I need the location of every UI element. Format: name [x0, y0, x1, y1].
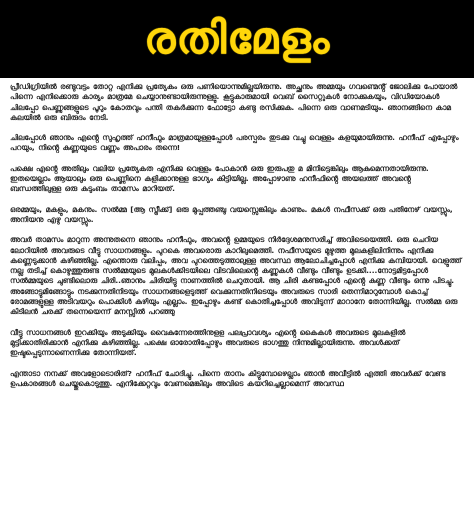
story-body	[10, 82, 464, 518]
paragraph-6: വീട്ടു സാധനങ്ങൾ ഇറക്കിയും അടുക്കിയും വൈകുന്നേരത്തിനുളള പലപ്രാവശ്യം എൻ്റെ കൈകൾ അവരുടെ മുലകളിൽ മുട്ടിക്കാതിരിക്കാൻ എനിക്കു കഴിഞ്ഞില്ല. പക്ഷെ ഓരോതിപ്പോഴും അവരുടെ ഭാഗത്തു നിന്നുമില്ലായിരുന്നു. അവൾക്കത് ഇഷ്ടപ്പെടുന്നാണെന്നിക്കു തോന്നിയത്.	[10, 327, 406, 358]
paragraph-5: അവർ താമസം മാറുന്ന അന്നുതന്നെ ഞാനും ഹനീഫും, അവൻ്റെ ഉമ്മയുടെ നിർദ്ദേശമനുസരിച്ച് അവിടെയെത്തി. ഒരു ചെറിയ ലോറിയിൽ അവരുടെ വീട്ടു സാധനങ്ങളും. പുറകെ അവരൊരു കാറിലുമെത്തി. നഫീസയുടെ മുഴുത്ത മുലകളിലിനിന്നും എനിക്കു കണ്ണെടുക്കാൻ കഴിഞ്ഞില്ല. എന്തൊരു വലിപ്പം, അവ പുറത്തെടുത്താലുള്ള അവസ്ഥ ആലോചിച്ചപ്പോൾ എനിക്കു കമ്പിയായി. വെളുത്ത് നല്ല തടിച്ച് കൊഴുത്തുരുണ്ട സൽമ്മയുടെ മുലകൾക്കിടയിലെ വിടവിലെൻ്റെ കണ്ണുകൾ വീണ്ടും വീണ്ടും ഉടക്കി....നോട്ടമിട്ടപ്പോൾ സൽമ്മയുടെ ചുണ്ടിലൊരു ചിരി..ഞാനും ചിരിയിട്ടു നാണത്തിൽ ചെറുതായി. ആ ചിരി കണ്ടപ്പോൾ എൻ്റെ കുണ്ണ വീണ്ടും ഒന്നു പിടച്ചു. അങ്ങോട്ടുമിങ്ങോട്ടും നടക്കുന്നതിനിടയും സാധനങ്ങളെടുത്ത് വെക്കുന്നതിനിടെയും അവരുടെ സാരി തെന്നിമാറുമ്പോൾ കൊച്ച് രോമങ്ങളുള്ള അടിവയറും പൊക്കിൾ കുഴിയും എല്ലാം. ഇപ്പോഴും കണ്ട് കൊതിച്ചപ്പോൾ അവിടുന്ന് മാറാനേ തോന്നിയില്ല. സൽമ്മ ഒരു കിടിലൻ ചരക്ക് തന്നെയെന്ന് മനസ്സിൽ പറഞ്ഞു	[10, 235, 462, 317]
page-title: രതിമേളം	[143, 13, 331, 64]
paragraph-1: പ്രീഡിഗ്രിയിൽ രണ്ടുവട്ടം തോറ്റ എനിക്കു പ്രത്യേകം ഒരു പണിയൊന്നുമില്ലയിരുന്നു. അച്ഛനും അമ്മയും ഗവണ്മെൻ്റ് ജോലിക്കു പോയാൽ പിന്നെ എനിക്കൊരു കാര്യം മാത്രമേ ചെയ്യാനുണ്ടായിരുന്നുള്ളു. കൂട്ടുകാരുമായി വെബ് സൈറ്റുകൾ നോക്കുകയും, വിഡിയോകൾ ചിലപ്പോ പെണ്ണുങ്ങളുടെ പൂറും കോതവും പന്തി തകർക്കുന്ന ഫോട്ടോ കണ്ടു രസിക്കുക. പിന്നെ ഒരു വാണമടിയും. ഞാനങ്ങിനെ കാമ കലയിൽ ഒരു ബിരുദം നേടി.	[10, 82, 458, 122]
paragraph-4: ഒരമ്മയും, മകളും, മകനും. സൽമ്മ [ആ സ്ട്രീക്ക്] ഒരു മുപ്പത്തഞ്ചു വയസ്സെങ്കിലും കാണും. മകൾ നഫീസക്ക് ഒരു പതിനേഴ് വയസ്സും, അനിയനു എഴു വയസ്സും.	[10, 204, 453, 224]
title-banner	[0, 0, 474, 78]
paragraph-3: പക്ഷെ എൻ്റെ അതിലും വലിയ പ്രത്യേകത എനിക്കു വെള്ളം പോകാൻ ഒരു ഇരുപതു മ മിനിട്ടെങ്കിലും ആകുമെന്നതായിരുന്നു. ഇതയെല്ലാം ആയാലും ഒരു പെണ്ണിനെ കളിക്കാനുള്ള ഭാഗ്യം കിട്ടിയില്ല. അപ്പോഴാണു ഹനീഫിൻ്റെ അയലത്ത് അവൻ്റെ ബന്ധത്തിലുള്ള ഒരു കുടുംബം താമസം മാറിയത്.	[10, 163, 429, 194]
paragraph-7: എന്താടാ നനക്ക് അവളോടൊരിത്? ഹനീഫ് ചോദിച്ചു. പിന്നെ താനം കിട്ടുമ്പോഴെല്ലാം ഞാൻ അവീട്ടിൽ എത്തി അവർക്ക് വേണ്ട ഉപകാരങ്ങൾ ചെയ്തുകൊടുത്തു. എനിക്കേറ്റവും വേണമെങ്കിലും അവിടെ കയറിച്ചെല്ലാമെന്ന് അവസ്ഥ	[10, 368, 446, 388]
paragraph-2: ചിലപ്പോൾ ഞാനും എൻ്റെ സുഹൃത്ത് ഹനീഫും മാത്രമായുള്ളപ്പോൾ പരസ്പരം തുടക്കു വച്ചു വെള്ളം കളയുമായിരുന്നു. ഹനീഫ് എപ്പോഴും പറയും, നിൻ്റെ കുണ്ണയുടെ വണ്ണം അപാരം തന്നെ!	[10, 133, 459, 153]
